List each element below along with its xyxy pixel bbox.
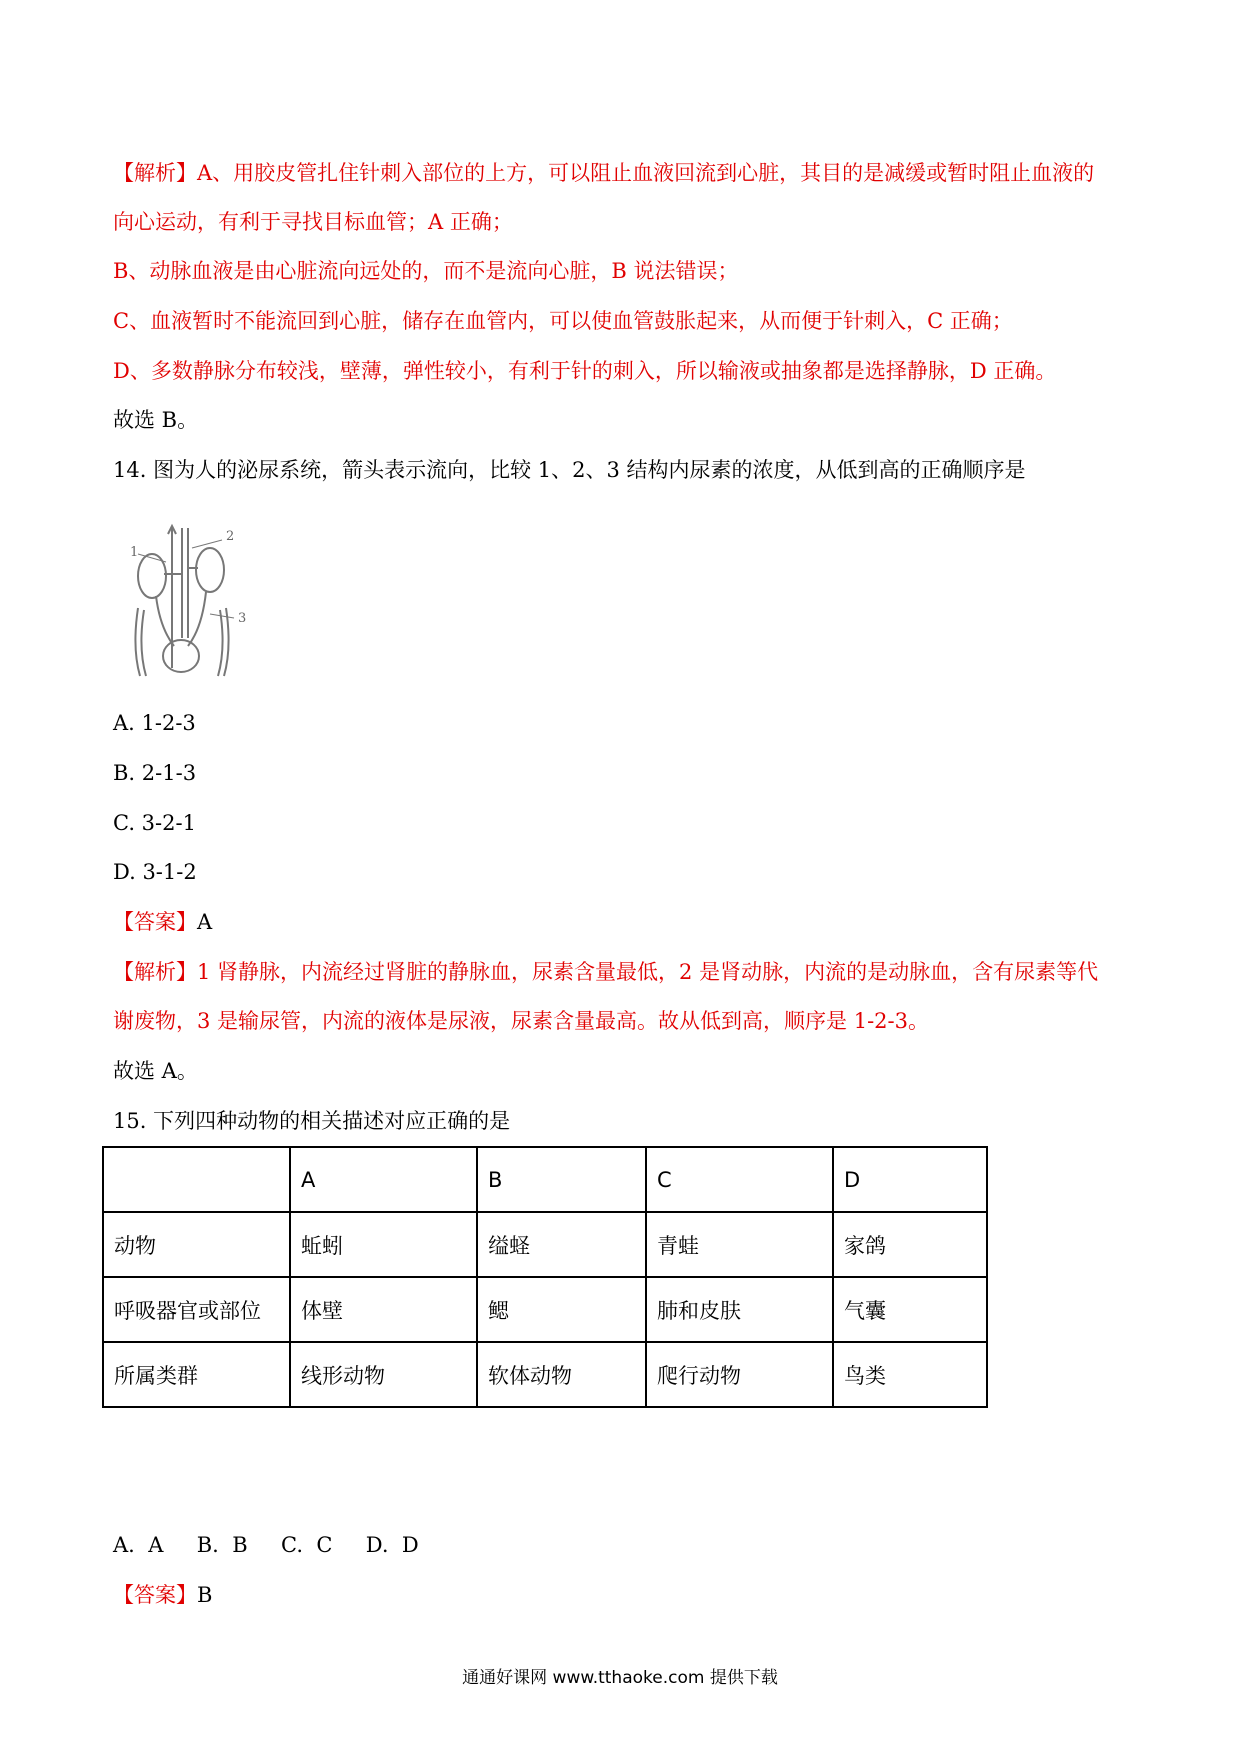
q14-option-b: B. 2-1-3 xyxy=(113,761,197,785)
table-cell: 蚯蚓 xyxy=(290,1212,477,1277)
q14-option-a: A. 1-2-3 xyxy=(113,711,196,735)
q14-analysis-line1: 【解析】1 肾静脉，内流经过肾脏的静脉血，尿素含量最低，2 是肾动脉，内流的是动脉血，含有尿素等代 xyxy=(113,960,1099,984)
diagram-label-2: 2 xyxy=(226,529,235,544)
q13-analysis-line3: B、动脉血液是由心脏流向远处的，而不是流向心脏，B 说法错误； xyxy=(113,259,739,283)
table-cell: 所属类群 xyxy=(103,1342,290,1407)
table-cell: 鸟类 xyxy=(833,1342,987,1407)
table-cell: 肺和皮肤 xyxy=(646,1277,833,1342)
table-cell: 软体动物 xyxy=(477,1342,646,1407)
table-cell: B xyxy=(477,1147,646,1212)
q15-question: 15. 下列四种动物的相关描述对应正确的是 xyxy=(113,1109,511,1133)
diagram-label-3: 3 xyxy=(238,611,247,626)
q14-option-d: D. 3-1-2 xyxy=(113,860,197,884)
table-row xyxy=(103,1277,987,1342)
q13-analysis-line5: D、多数静脉分布较浅，壁薄，弹性较小，有利于针的刺入，所以输液或抽象都是选择静脉，D 正确。 xyxy=(113,359,1057,383)
table-cell: 爬行动物 xyxy=(646,1342,833,1407)
table-cell: 呼吸器官或部位 xyxy=(103,1277,290,1342)
q13-analysis-line2: 向心运动，有利于寻找目标血管；A 正确； xyxy=(113,210,513,234)
q14-option-c: C. 3-2-1 xyxy=(113,811,196,835)
table-cell: D xyxy=(833,1147,987,1212)
table-cell: A xyxy=(290,1147,477,1212)
table-row xyxy=(103,1212,987,1277)
q14-conclusion: 故选 A。 xyxy=(113,1059,198,1083)
table-cell: 气囊 xyxy=(833,1277,987,1342)
q15-options: A. A B. B C. C D. D xyxy=(113,1533,419,1557)
q14-answer: 【答案】A xyxy=(113,910,213,934)
q13-analysis-line1: 【解析】A、用胶皮管扎住针刺入部位的上方，可以阻止血液回流到心脏，其目的是减缓或暂时阻止血液的 xyxy=(113,161,1095,185)
q14-analysis-line2: 谢废物，3 是输尿管，内流的液体是尿液，尿素含量最高。故从低到高，顺序是 1-2-3。 xyxy=(113,1009,929,1033)
table-row xyxy=(103,1147,987,1212)
page-footer: 通通好课网 www.tthaoke.com 提供下载 xyxy=(462,1668,778,1688)
table-row xyxy=(103,1342,987,1407)
table-cell: 线形动物 xyxy=(290,1342,477,1407)
table-cell: C xyxy=(646,1147,833,1212)
table-cell: 鳃 xyxy=(477,1277,646,1342)
table-cell xyxy=(103,1147,290,1212)
diagram-label-1: 1 xyxy=(130,545,139,560)
q13-analysis-line4: C、血液暂时不能流回到心脏，储存在血管内，可以使血管鼓胀起来，从而便于针刺入，C 正确； xyxy=(113,309,1013,333)
urinary-system-diagram xyxy=(130,518,260,678)
table-cell: 体壁 xyxy=(290,1277,477,1342)
q15-answer: 【答案】B xyxy=(113,1583,213,1607)
q14-question: 14. 图为人的泌尿系统，箭头表示流向，比较 1、2、3 结构内尿素的浓度，从低到高的正确顺序是 xyxy=(113,458,1026,482)
table-cell: 缢蛏 xyxy=(477,1212,646,1277)
table-cell: 动物 xyxy=(103,1212,290,1277)
table-cell: 家鸽 xyxy=(833,1212,987,1277)
analysis-label: 【解析】 xyxy=(113,161,197,185)
table-cell: 青蛙 xyxy=(646,1212,833,1277)
q13-conclusion: 故选 B。 xyxy=(113,408,199,432)
q15-table xyxy=(102,1146,988,1408)
